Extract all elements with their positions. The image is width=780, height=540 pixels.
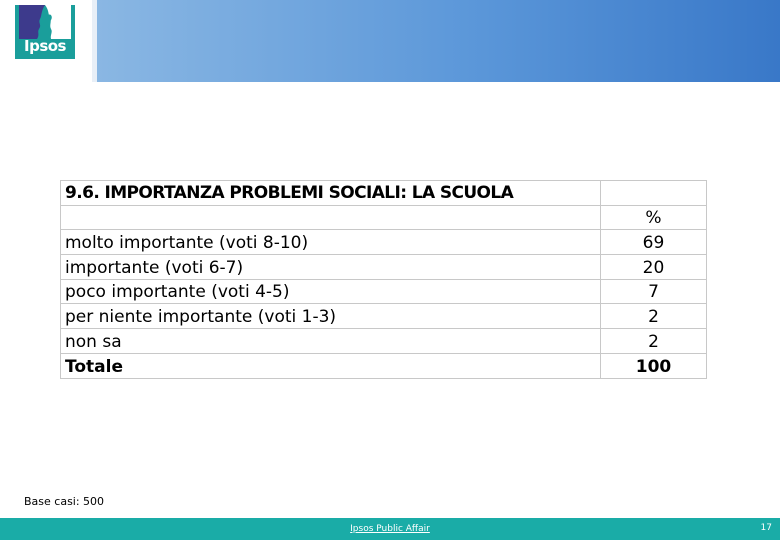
table-row (61, 279, 707, 304)
row-label: per niente importante (voti 1-3) (61, 304, 601, 329)
percent-header: % (601, 205, 707, 230)
row-label: importante (voti 6-7) (61, 255, 601, 280)
table-header-row (61, 205, 707, 230)
table-row (61, 230, 707, 255)
row-value: 69 (601, 230, 707, 255)
survey-table (60, 180, 707, 379)
ipsos-logo (15, 5, 75, 59)
footer-bar (0, 518, 780, 540)
table-row (61, 304, 707, 329)
total-value: 100 (601, 353, 707, 378)
base-note: Base casi: 500 (24, 495, 105, 508)
row-label: molto importante (voti 8-10) (61, 230, 601, 255)
table-row (61, 255, 707, 280)
total-label: Totale (61, 353, 601, 378)
logo-area (0, 0, 92, 82)
table-title-row (61, 181, 707, 206)
header-empty-cell (61, 205, 601, 230)
page-number: 17 (760, 523, 772, 533)
header-bar (97, 0, 780, 82)
table-row (61, 329, 707, 354)
logo-text: Ipsos (24, 37, 66, 55)
row-value: 7 (601, 279, 707, 304)
table-title: 9.6. IMPORTANZA PROBLEMI SOCIALI: LA SCUOLA (61, 181, 601, 206)
table-title-empty-cell (601, 181, 707, 206)
row-value: 2 (601, 329, 707, 354)
row-value: 20 (601, 255, 707, 280)
row-label: non sa (61, 329, 601, 354)
row-value: 2 (601, 304, 707, 329)
footer-link[interactable]: Ipsos Public Affair (350, 524, 430, 534)
total-row (61, 353, 707, 378)
row-label: poco importante (voti 4-5) (61, 279, 601, 304)
